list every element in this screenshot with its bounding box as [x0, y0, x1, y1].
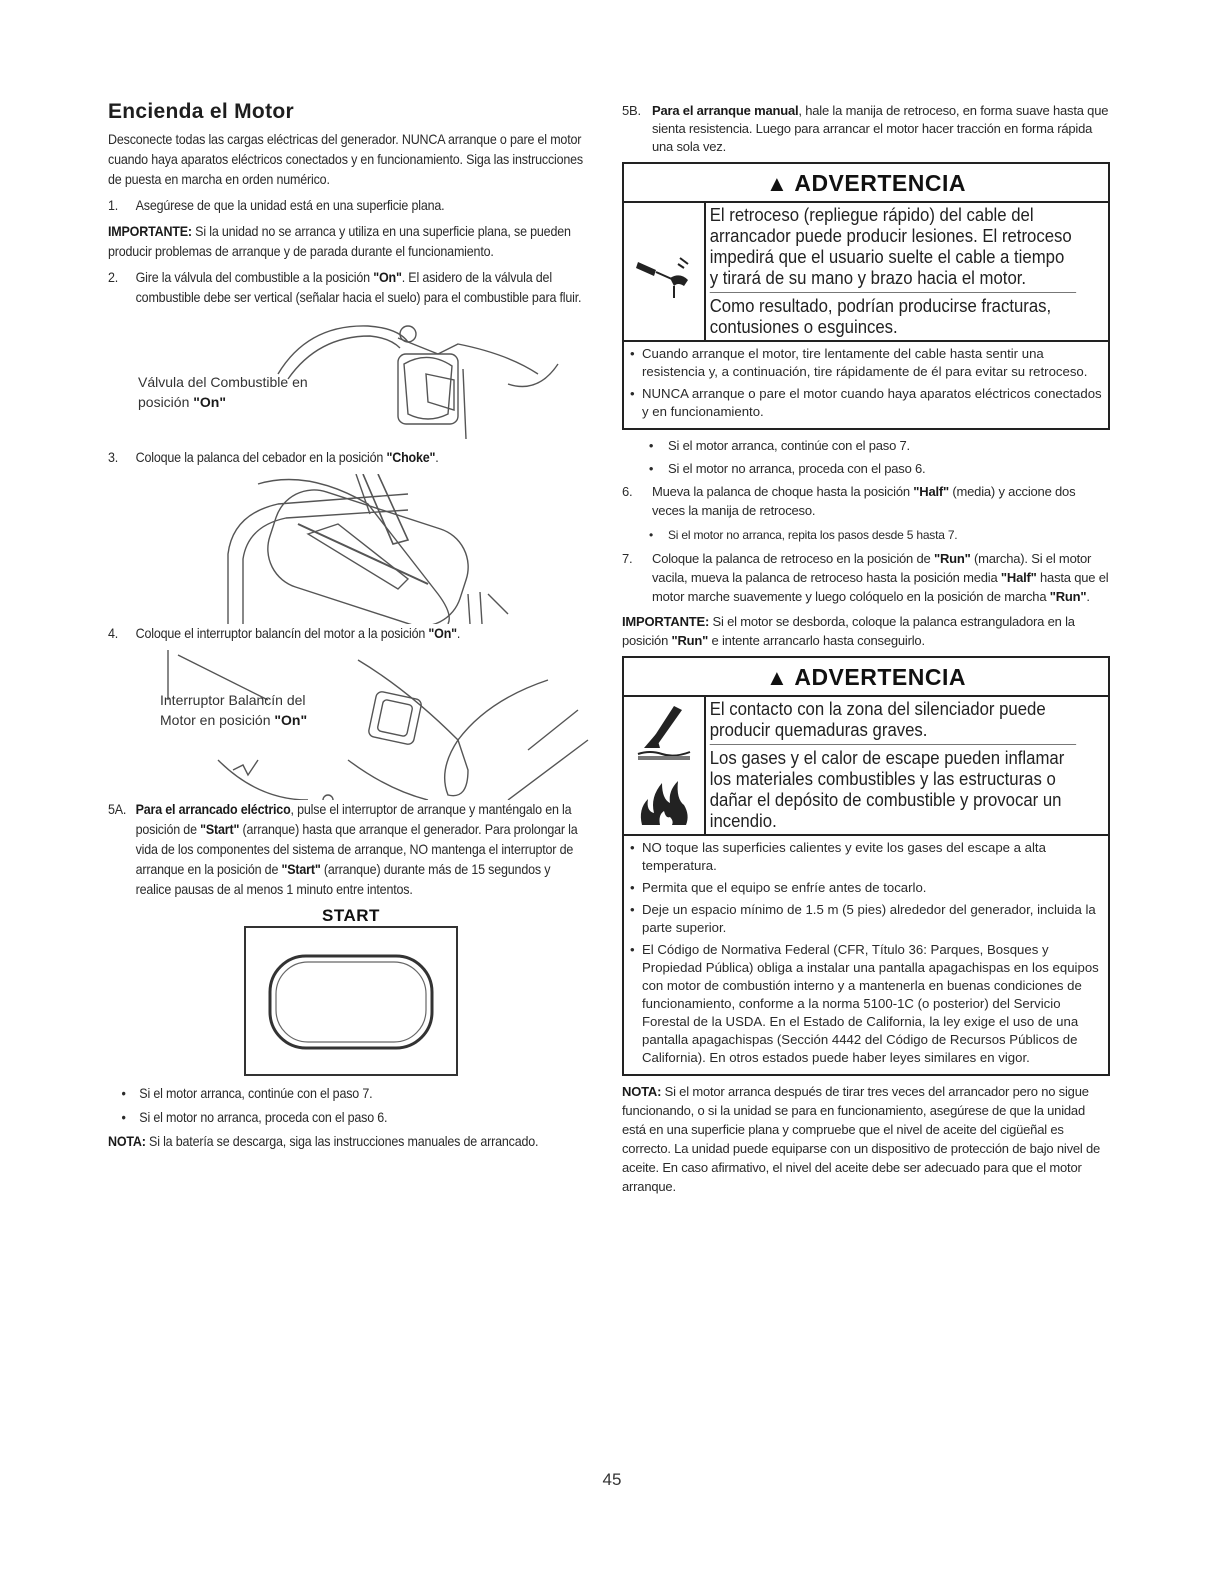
warning1-para2: Como resultado, podrían producirse fracturas, contusiones o esguinces. [710, 292, 1076, 338]
warning-triangle-icon: ▲ [766, 171, 789, 196]
warning2-item: • El Código de Normativa Federal (CFR, Título 36: Parques, Bosques y Propiedad Pública) obliga a instalar una pantalla apagachispas en los equipos con motor de combustión interno y a mantenerla en buenas condiciones de funcionamiento, conforme a la norma 5100-1C (o posterior) del Servicio Forestal de la USDA. En el Estado de California, la ley exige el uso de una pantalla apagachispas (Sección 4442 del Código de Recursos Públicos de California). En otros estados puede haber leyes similares en vigor. [630, 942, 1099, 1065]
right-column [622, 102, 1110, 1202]
step-4-wrap [108, 624, 587, 644]
step-5a: 5A. Para el arrancado eléctrico, pulse el interruptor de arranque y manténgalo en la posición de "Start" (arranque) hasta que arranque el generador. Para prolongar la vida de los componentes del sistema de arranque, NO mantenga el interruptor de arranque en la posición de "Start" (arranque) durante más de 15 segundos y realice pausas de al menos 1 minuto entre intentos. [108, 802, 578, 897]
step-2: 2. Gire la válvula del combustible a la posición "On". El asidero de la válvula del combustible debe ser vertical (señalar hacia el suelo) para el combustible para fluir. [108, 270, 582, 305]
warning1-item: • Cuando arranque el motor, tire lentamente del cable hasta sentir una resistencia y, a continuación, tire rápidamente de él para evitar su retroceso. [630, 346, 1088, 379]
warning2-item: • Deje un espacio mínimo de 1.5 m (5 pies) alrededor del generador, incluida la parte superior. [630, 902, 1096, 935]
warning2-list [624, 836, 1108, 1074]
left-nota: NOTA: Si la batería se descarga, siga las instrucciones manuales de arrancado. [108, 1134, 539, 1149]
step-3-wrap [108, 448, 587, 468]
step-5b: 5B. Para el arranque manual, hale la manija de retroceso, en forma suave hasta que sienta resistencia. Luego para arrancar el motor hacer tracción en forma rápida una sola vez. [622, 103, 1109, 154]
warning-box-recoil [622, 162, 1110, 430]
choke-lever-illustration [108, 474, 590, 624]
hand-pull-icon [634, 242, 694, 302]
start-switch-figure [244, 906, 458, 1076]
start-button-illustration [244, 926, 458, 1076]
warning-header: ▲ ADVERTENCIA [624, 658, 1108, 697]
fuel-valve-figure [108, 314, 590, 444]
right-nota: NOTA: Si el motor arranca después de tirar tres veces del arrancador pero no sigue funcionando, o si la unidad se para en funcionamiento, asegúrese de que la unidad está en una superficie plana y compruebe que el nivel de aceite del cigüeñal es correcto. La unidad puede equiparse con un dispositivo de protección de bajo nivel de aceite. En caso afirmativo, el nivel del aceite debe ser adecuado para que el motor arranque. [622, 1084, 1101, 1194]
warning2-item: • NO toque las superficies calientes y evite los gases del escape a alta temperatura. [630, 840, 1046, 873]
intro-paragraph: Desconecte todas las cargas eléctricas del generador. NUNCA arranque o pare el motor cuando haya aparatos eléctricos conectados y en funcionamiento. Siga las instrucciones de puesta en marcha en orden numérico. [108, 132, 583, 187]
right-bullet-2: • Si el motor no arranca, proceda con el paso 6. [648, 461, 926, 476]
warning2-item: • Permita que el equipo se enfríe antes de tocarlo. [630, 880, 927, 895]
warning2-para1: El contacto con la zona del silenciador puede producir quemaduras graves. [709, 699, 1046, 740]
right-bullet-1: • Si el motor arranca, continúe con el paso 7. [648, 438, 910, 453]
page-number: 45 [602, 1470, 622, 1489]
step-5b-wrap [622, 102, 1110, 156]
hot-surface-icon [634, 704, 694, 762]
step-6: 6. Mueva la palanca de choque hasta la posición "Half" (media) y accione dos veces la manija de retroceso. [622, 484, 1076, 518]
left-text [108, 130, 587, 308]
rocker-switch-figure [108, 650, 590, 800]
warning-box-muffler [622, 656, 1110, 1076]
left-bullet-2: • Si el motor no arranca, proceda con el paso 6. [121, 1110, 388, 1125]
step-3: 3. Coloque la palanca del cebador en la posición "Choke". [108, 450, 439, 465]
right-bullet-3: • Si el motor no arranca, repita los pasos desde 5 hasta 7. [648, 528, 958, 542]
start-label: START [322, 906, 380, 925]
choke-figure [108, 474, 590, 624]
warning1-item: • NUNCA arranque o pare el motor cuando haya aparatos eléctricos conectados y en funcionamiento. [630, 386, 1102, 419]
warning-header: ▲ ADVERTENCIA [624, 164, 1108, 203]
importante-note-2: IMPORTANTE: Si el motor se desborda, coloque la palanca estranguladora en la posición "Run" e intente arrancarlo hasta conseguirlo. [622, 614, 1075, 648]
warning-triangle-icon: ▲ [766, 665, 789, 690]
warning1-para1: El retroceso (repliegue rápido) del cable del arrancador puede producir lesiones. El retroceso impedirá que el usuario suelte el cable a tiempo y tirará de su mano y brazo hacia el motor. [709, 205, 1072, 288]
rocker-switch-caption: Interruptor Balancín del Motor en posición "On" [160, 692, 308, 728]
fire-icon [634, 769, 694, 827]
section-heading: Encienda el Motor [108, 100, 294, 123]
warning1-list [624, 342, 1108, 428]
left-bottom-text [108, 1084, 587, 1152]
fuel-valve-caption: Válvula del Combustible en posición "On" [138, 374, 308, 410]
warning2-para2: Los gases y el calor de escape pueden inflamar los materiales combustibles y las estructuras o dañar el depósito de combustible y provocar un incendio. [710, 744, 1076, 832]
recoil-hazard-icon [624, 203, 706, 340]
step-5a-wrap [108, 800, 587, 900]
step-4: 4. Coloque el interruptor balancín del motor a la posición "On". [108, 626, 461, 641]
left-column [108, 100, 590, 1158]
step-1: 1. Asegúrese de que la unidad está en una superficie plana. [108, 198, 445, 213]
step-7: 7. Coloque la palanca de retroceso en la posición de "Run" (marcha). Si el motor vacila, mueva la palanca de retroceso hasta la posición media "Half" hasta que el motor marche suavemente y luego colóquelo en la posición de marcha "Run". [622, 551, 1109, 604]
left-bullet-1: • Si el motor arranca, continúe con el paso 7. [121, 1086, 373, 1101]
importante-note: IMPORTANTE: Si la unidad no se arranca y utiliza en una superficie plana, se pueden producir problemas de arranque y de parada durante el funcionamiento. [108, 224, 571, 259]
right-middle-text [622, 436, 1110, 650]
right-bottom-text [622, 1082, 1110, 1196]
